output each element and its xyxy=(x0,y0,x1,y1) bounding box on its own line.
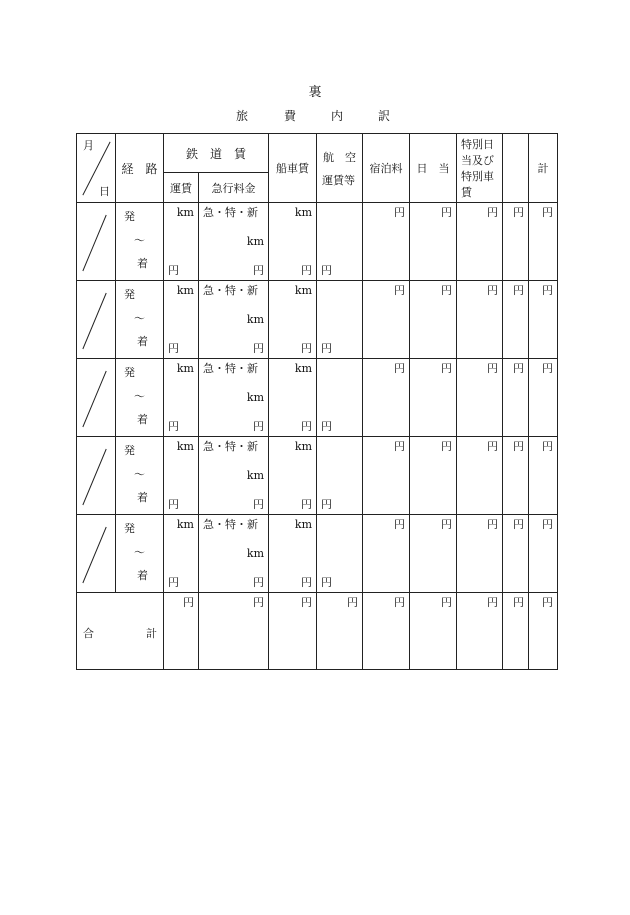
km-unit: km xyxy=(294,284,313,297)
date-cell[interactable] xyxy=(77,203,116,281)
lodging-cell[interactable] xyxy=(363,203,410,281)
date-cell[interactable] xyxy=(77,359,116,437)
route-cell[interactable] xyxy=(116,359,164,437)
railway-header: 鉄 道 賃 xyxy=(186,146,247,161)
yen-unit: 円 xyxy=(513,518,525,531)
yen-unit: 円 xyxy=(487,518,499,531)
yen-unit: 円 xyxy=(253,264,265,277)
arrive-label: 着 xyxy=(137,257,148,270)
km-unit: km xyxy=(176,518,194,531)
km-unit: km xyxy=(246,469,265,482)
air-cell[interactable] xyxy=(317,437,363,515)
yen-unit: 円 xyxy=(168,342,179,355)
total-ship-cell[interactable] xyxy=(269,593,317,670)
daily-cell[interactable] xyxy=(410,359,457,437)
yen-unit: 円 xyxy=(441,518,453,531)
blank-cell[interactable] xyxy=(503,281,529,359)
lodging-header: 宿泊料 xyxy=(369,162,403,175)
route-cell[interactable] xyxy=(116,203,164,281)
yen-unit: 円 xyxy=(321,264,333,277)
blank-header-cell xyxy=(503,134,529,203)
km-unit: km xyxy=(246,235,265,248)
table-row xyxy=(77,515,558,593)
air-header-line2: 運賃等 xyxy=(322,174,356,187)
lodging-cell[interactable] xyxy=(363,437,410,515)
lodging-cell[interactable] xyxy=(363,515,410,593)
fare-cell[interactable] xyxy=(164,281,199,359)
fare-cell[interactable] xyxy=(164,203,199,281)
total-header: 計 xyxy=(537,162,549,175)
diagonal-line xyxy=(77,437,115,514)
total-fare-cell[interactable] xyxy=(164,593,199,670)
wave-label: 〜 xyxy=(134,390,145,403)
air-cell[interactable] xyxy=(317,359,363,437)
express-types-label: 急・特・新 xyxy=(203,362,258,375)
table-row xyxy=(77,203,558,281)
total-label-cell xyxy=(77,593,164,670)
yen-unit: 円 xyxy=(487,440,499,453)
wave-label: 〜 xyxy=(134,312,145,325)
daily-cell[interactable] xyxy=(410,437,457,515)
express-types-label: 急・特・新 xyxy=(203,440,258,453)
km-unit: km xyxy=(176,206,194,219)
express-header: 急行料金 xyxy=(211,181,256,195)
yen-unit: 円 xyxy=(168,576,179,589)
route-cell[interactable] xyxy=(116,437,164,515)
yen-unit: 円 xyxy=(394,362,406,375)
yen-unit: 円 xyxy=(183,596,194,609)
form-title-char: 訳 xyxy=(378,109,391,123)
header-row xyxy=(77,134,558,173)
fare-cell[interactable] xyxy=(164,359,199,437)
table-row xyxy=(77,359,558,437)
ship-cell[interactable] xyxy=(269,515,317,593)
yen-unit: 円 xyxy=(513,440,525,453)
yen-unit: 円 xyxy=(441,206,453,219)
diagonal-line xyxy=(77,203,115,280)
ship-cell[interactable] xyxy=(269,203,317,281)
fare-cell[interactable] xyxy=(164,437,199,515)
table-row xyxy=(77,437,558,515)
depart-label: 発 xyxy=(124,288,135,301)
blank-cell[interactable] xyxy=(503,437,529,515)
form-title-char: 旅 xyxy=(236,109,249,123)
express-cell[interactable] xyxy=(199,203,269,281)
diagonal-line xyxy=(77,281,115,358)
ship-cell[interactable] xyxy=(269,437,317,515)
date-cell[interactable] xyxy=(77,437,116,515)
total-cell[interactable] xyxy=(529,515,558,593)
yen-unit: 円 xyxy=(301,264,313,277)
yen-unit: 円 xyxy=(513,284,525,297)
km-unit: km xyxy=(176,440,194,453)
km-unit: km xyxy=(294,206,313,219)
yen-unit: 円 xyxy=(394,206,406,219)
km-unit: km xyxy=(176,284,194,297)
air-cell[interactable] xyxy=(317,203,363,281)
route-header: 経 路 xyxy=(121,161,158,176)
diagonal-line xyxy=(77,359,115,436)
arrive-label: 着 xyxy=(137,335,148,348)
ship-cell[interactable] xyxy=(269,281,317,359)
express-types-label: 急・特・新 xyxy=(203,518,258,531)
yen-unit: 円 xyxy=(542,596,554,609)
yen-unit: 円 xyxy=(542,206,554,219)
yen-unit: 円 xyxy=(253,498,265,511)
express-cell[interactable] xyxy=(199,515,269,593)
express-cell[interactable] xyxy=(199,359,269,437)
ship-cell[interactable] xyxy=(269,359,317,437)
express-header-cell xyxy=(199,173,269,203)
yen-unit: 円 xyxy=(301,342,313,355)
km-unit: km xyxy=(246,547,265,560)
yen-unit: 円 xyxy=(513,596,525,609)
special-header-line2: 当及び xyxy=(461,154,495,167)
yen-unit: 円 xyxy=(301,576,313,589)
total-special-cell[interactable] xyxy=(457,593,503,670)
special-cell[interactable] xyxy=(457,281,503,359)
total-blank-cell[interactable] xyxy=(503,593,529,670)
depart-label: 発 xyxy=(124,522,135,535)
air-cell[interactable] xyxy=(317,281,363,359)
yen-unit: 円 xyxy=(253,342,265,355)
yen-unit: 円 xyxy=(394,518,406,531)
table-row xyxy=(77,281,558,359)
blank-cell[interactable] xyxy=(503,515,529,593)
yen-unit: 円 xyxy=(487,284,499,297)
route-cell[interactable] xyxy=(116,515,164,593)
total-cell[interactable] xyxy=(529,281,558,359)
yen-unit: 円 xyxy=(394,440,406,453)
yen-unit: 円 xyxy=(542,284,554,297)
total-cell[interactable] xyxy=(529,203,558,281)
total-lodging-cell[interactable] xyxy=(363,593,410,670)
yen-unit: 円 xyxy=(321,576,333,589)
yen-unit: 円 xyxy=(253,596,265,609)
diagonal-line xyxy=(77,515,115,592)
arrive-label: 着 xyxy=(137,569,148,582)
arrive-label: 着 xyxy=(137,491,148,504)
km-unit: km xyxy=(176,362,194,375)
express-cell[interactable] xyxy=(199,281,269,359)
km-unit: km xyxy=(294,440,313,453)
yen-unit: 円 xyxy=(542,518,554,531)
ship-header: 船車賃 xyxy=(276,162,310,175)
km-unit: km xyxy=(246,313,265,326)
wave-label: 〜 xyxy=(134,234,145,247)
ship-header-cell xyxy=(269,134,317,203)
daily-cell[interactable] xyxy=(410,515,457,593)
form-title-char: 費 xyxy=(284,109,297,123)
yen-unit: 円 xyxy=(168,498,179,511)
blank-cell[interactable] xyxy=(503,203,529,281)
special-cell[interactable] xyxy=(457,515,503,593)
special-header-line1: 特別日 xyxy=(461,138,495,151)
daily-header-cell xyxy=(410,134,457,203)
air-cell[interactable] xyxy=(317,515,363,593)
route-cell[interactable] xyxy=(116,281,164,359)
date-cell[interactable] xyxy=(77,515,116,593)
total-air-cell[interactable] xyxy=(317,593,363,670)
blank-cell[interactable] xyxy=(503,359,529,437)
express-types-label: 急・特・新 xyxy=(203,206,258,219)
wave-label: 〜 xyxy=(134,546,145,559)
blank-header xyxy=(503,134,528,202)
special-cell[interactable] xyxy=(457,359,503,437)
yen-unit: 円 xyxy=(347,596,359,609)
special-cell[interactable] xyxy=(457,203,503,281)
yen-unit: 円 xyxy=(168,264,179,277)
express-types-label: 急・特・新 xyxy=(203,284,258,297)
total-cell[interactable] xyxy=(529,359,558,437)
total-label-right: 計 xyxy=(146,627,157,640)
route-header-cell xyxy=(116,134,164,203)
special-header-line3: 特別車 xyxy=(461,170,495,183)
yen-unit: 円 xyxy=(301,498,313,511)
arrive-label: 着 xyxy=(137,413,148,426)
yen-unit: 円 xyxy=(542,440,554,453)
fare-header: 運賃 xyxy=(170,181,192,195)
km-unit: km xyxy=(294,518,313,531)
km-unit: km xyxy=(294,362,313,375)
yen-unit: 円 xyxy=(253,576,265,589)
yen-unit: 円 xyxy=(301,596,313,609)
total-cell[interactable] xyxy=(529,437,558,515)
yen-unit: 円 xyxy=(542,362,554,375)
yen-unit: 円 xyxy=(394,284,406,297)
day-label: 日 xyxy=(99,185,110,198)
expense-table xyxy=(76,133,558,670)
railway-header-cell xyxy=(164,134,269,173)
yen-unit: 円 xyxy=(168,420,179,433)
yen-unit: 円 xyxy=(253,420,265,433)
yen-unit: 円 xyxy=(321,342,333,355)
depart-label: 発 xyxy=(124,210,135,223)
yen-unit: 円 xyxy=(321,420,333,433)
km-unit: km xyxy=(246,391,265,404)
total-daily-cell[interactable] xyxy=(410,593,457,670)
special-cell[interactable] xyxy=(457,437,503,515)
yen-unit: 円 xyxy=(487,206,499,219)
yen-unit: 円 xyxy=(441,284,453,297)
lodging-cell[interactable] xyxy=(363,281,410,359)
air-header-line1: 航 空 xyxy=(323,151,357,164)
page-title: 裏 xyxy=(308,85,322,100)
yen-unit: 円 xyxy=(441,596,453,609)
yen-unit: 円 xyxy=(321,498,333,511)
yen-unit: 円 xyxy=(513,206,525,219)
lodging-cell[interactable] xyxy=(363,359,410,437)
air-header-cell xyxy=(317,134,363,203)
daily-header: 日 当 xyxy=(416,162,450,175)
total-total-cell[interactable] xyxy=(529,593,558,670)
express-cell[interactable] xyxy=(199,437,269,515)
total-row xyxy=(77,593,558,670)
daily-cell[interactable] xyxy=(410,203,457,281)
special-header-line4: 賃 xyxy=(461,186,473,199)
yen-unit: 円 xyxy=(441,440,453,453)
fare-header-cell xyxy=(164,173,199,203)
depart-label: 発 xyxy=(124,366,135,379)
yen-unit: 円 xyxy=(441,362,453,375)
wave-label: 〜 xyxy=(134,468,145,481)
form-title-char: 内 xyxy=(331,109,344,123)
yen-unit: 円 xyxy=(301,420,313,433)
total-label-left: 合 xyxy=(83,627,94,640)
daily-cell[interactable] xyxy=(410,281,457,359)
total-header-cell xyxy=(529,134,558,203)
date-cell[interactable] xyxy=(77,281,116,359)
month-label: 月 xyxy=(83,139,94,152)
yen-unit: 円 xyxy=(513,362,525,375)
total-express-cell[interactable] xyxy=(199,593,269,670)
yen-unit: 円 xyxy=(487,362,499,375)
depart-label: 発 xyxy=(124,444,135,457)
date-header-cell xyxy=(77,134,116,203)
special-header-cell xyxy=(457,134,503,203)
yen-unit: 円 xyxy=(394,596,406,609)
lodging-header-cell xyxy=(363,134,410,203)
fare-cell[interactable] xyxy=(164,515,199,593)
yen-unit: 円 xyxy=(487,596,499,609)
